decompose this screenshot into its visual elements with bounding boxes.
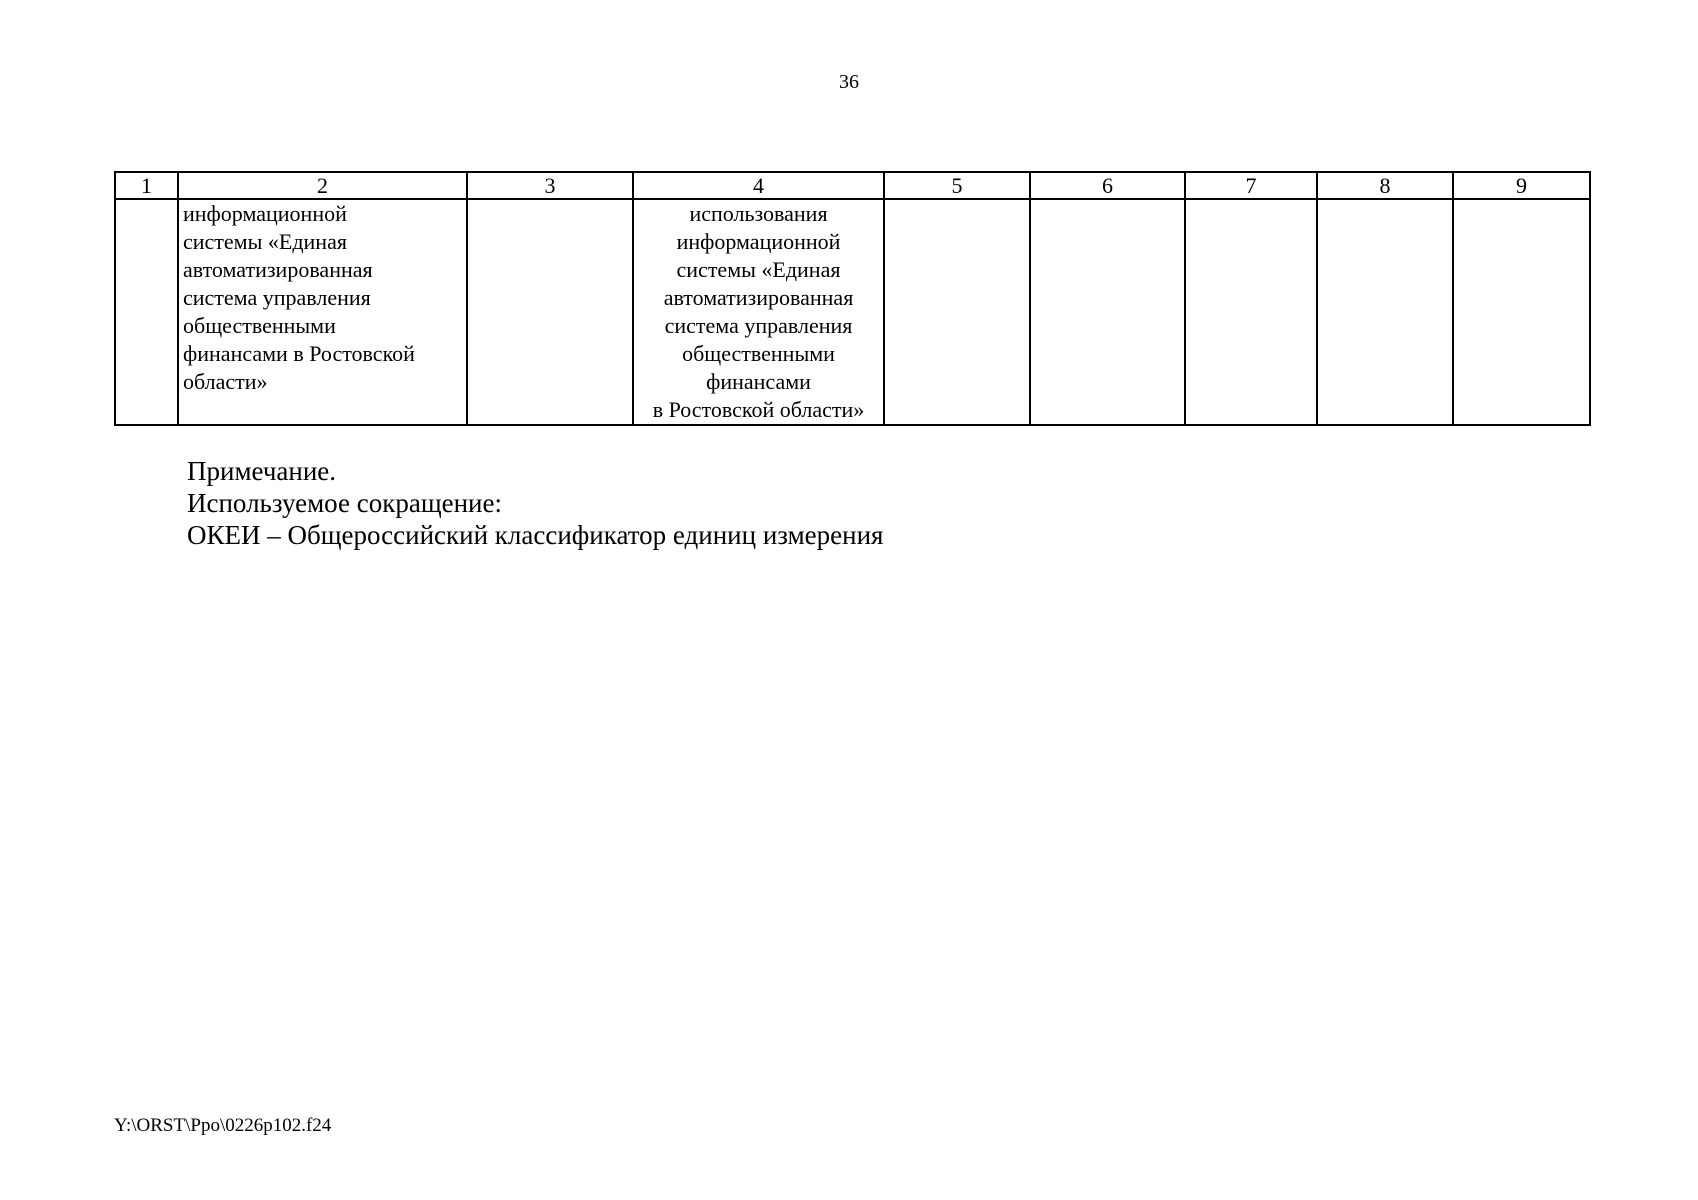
table-cell-col5 [884,199,1030,425]
table-cell-col3 [467,199,633,425]
note-title: Примечание. [187,456,337,486]
table-cell-col8 [1317,199,1453,425]
note-subtitle: Используемое сокращение: [187,488,502,518]
cell-text-line: использования [689,201,828,226]
cell-text-line: общественными [682,341,835,366]
table-cell-col7 [1185,199,1317,425]
table-cell-col2 [178,199,467,425]
column-header-5: 5 [884,172,1030,199]
table-cell-col4 [633,199,884,425]
note-block [187,455,883,551]
cell-text-line: системы «Единая [183,229,347,254]
note-abbreviation: ОКЕИ – Общероссийский классификатор единиц измерения [187,520,884,550]
cell-text-line: финансами [706,369,811,394]
column-header-7: 7 [1185,172,1317,199]
cell-text-line: автоматизированная [663,285,854,310]
column-header-1: 1 [115,172,178,199]
table-cell-col6 [1030,199,1185,425]
cell-text-line: системы «Единая [676,257,841,282]
cell-text-line: информационной [676,229,841,254]
table-cell-col9 [1453,199,1590,425]
cell-text-line: система управления [183,285,371,310]
footer-file-path: Y:\ORST\Ppo\0226p102.f24 [114,1115,332,1136]
cell-text-line: автоматизированная [183,257,373,282]
column-header-8: 8 [1317,172,1453,199]
page-number: 36 [839,71,859,93]
column-header-6: 6 [1030,172,1185,199]
table-cell-col1 [115,199,178,425]
column-header-4: 4 [633,172,884,199]
table-header-row [115,172,1590,199]
table-row [115,199,1590,425]
cell-text-line: области» [183,369,268,394]
cell-text-line: информационной [183,201,347,226]
column-header-9: 9 [1453,172,1590,199]
cell-text-line: финансами в Ростовской [183,341,415,366]
column-header-2: 2 [178,172,467,199]
cell-text-line: система управления [664,313,853,338]
cell-text-line: общественными [183,313,336,338]
data-table [114,171,1591,426]
column-header-3: 3 [467,172,633,199]
cell-text-line: в Ростовской области» [652,397,865,422]
